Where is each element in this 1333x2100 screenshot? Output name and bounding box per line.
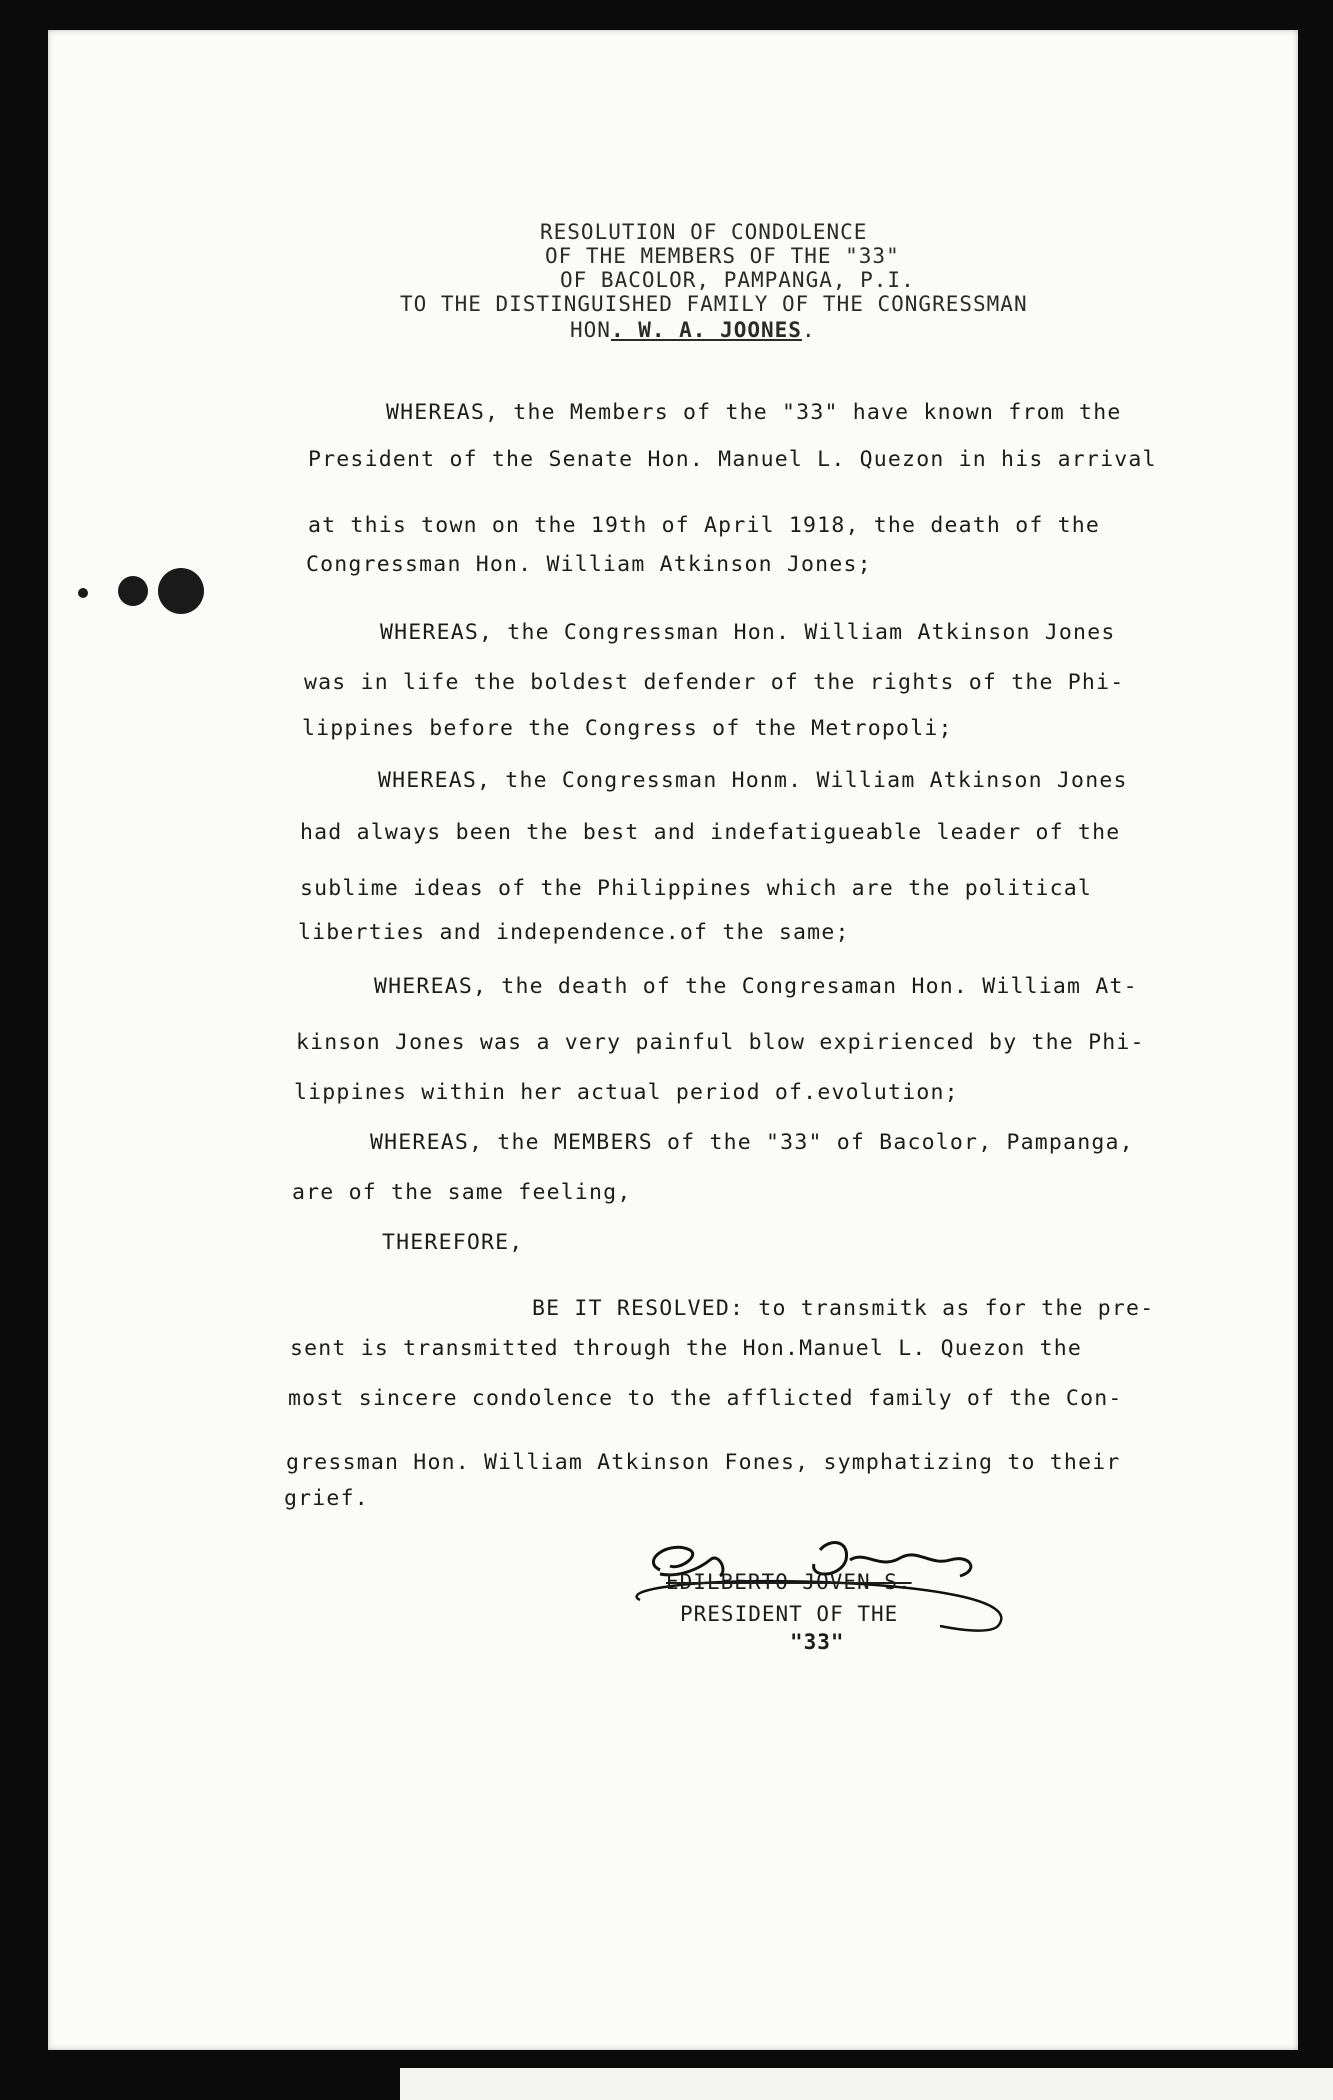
body-line: WHEREAS, the death of the Congresaman Hon. William At-: [374, 974, 1138, 999]
body-line: Congressman Hon. William Atkinson Jones;: [306, 552, 872, 577]
heading-line: OF BACOLOR, PAMPANGA, P.I.: [560, 268, 915, 292]
signatory-name: EDILBERTO JOVEN S.: [666, 1570, 912, 1594]
body-line: lippines within her actual period of.evolution;: [294, 1080, 959, 1105]
heading-line: RESOLUTION OF CONDOLENCE: [540, 220, 868, 244]
body-line: WHEREAS, the Members of the "33" have known from the: [386, 400, 1122, 425]
body-line: are of the same feeling,: [292, 1180, 632, 1205]
body-line: was in life the boldest defender of the rights of the Phi-: [304, 670, 1125, 695]
heading-suffix: .: [801, 318, 816, 342]
body-line: sublime ideas of the Philippines which are the political: [300, 876, 1093, 901]
body-line: WHEREAS, the MEMBERS of the "33" of Bacolor, Pampanga,: [370, 1130, 1134, 1155]
body-line: WHEREAS, the Congressman Honm. William Atkinson Jones: [378, 768, 1128, 793]
body-line: gressman Hon. William Atkinson Fones, symphatizing to their: [286, 1450, 1121, 1475]
heading-honoree: . W. A. JOONES: [610, 318, 802, 342]
signatory-title: PRESIDENT OF THE: [680, 1602, 899, 1626]
heading-line: TO THE DISTINGUISHED FAMILY OF THE CONGRESSMAN: [400, 292, 1028, 316]
body-line: most sincere condolence to the afflicted family of the Con-: [288, 1386, 1123, 1411]
signature-block: [600, 1530, 1020, 1680]
body-line: kinson Jones was a very painful blow expirienced by the Phi-: [296, 1030, 1145, 1055]
heading-prefix: HON: [570, 318, 611, 342]
body-line: President of the Senate Hon. Manuel L. Quezon in his arrival: [308, 447, 1157, 472]
body-line: at this town on the 19th of April 1918, the death of the: [308, 513, 1101, 538]
body-line: had always been the best and indefatigueable leader of the: [300, 820, 1121, 845]
body-line: BE IT RESOLVED: to transmitk as for the pre-: [532, 1296, 1155, 1321]
body-line: WHEREAS, the Congressman Hon. William Atkinson Jones: [380, 620, 1116, 645]
body-line: lippines before the Congress of the Metropoli;: [302, 716, 953, 741]
therefore-line: THEREFORE,: [382, 1230, 524, 1255]
body-line: sent is transmitted through the Hon.Manuel L. Quezon the: [290, 1336, 1083, 1361]
body-line: grief.: [284, 1486, 369, 1511]
body-line: liberties and independence.of the same;: [298, 920, 850, 945]
signatory-organization: "33": [790, 1630, 845, 1654]
heading-line: OF THE MEMBERS OF THE "33": [545, 244, 900, 268]
